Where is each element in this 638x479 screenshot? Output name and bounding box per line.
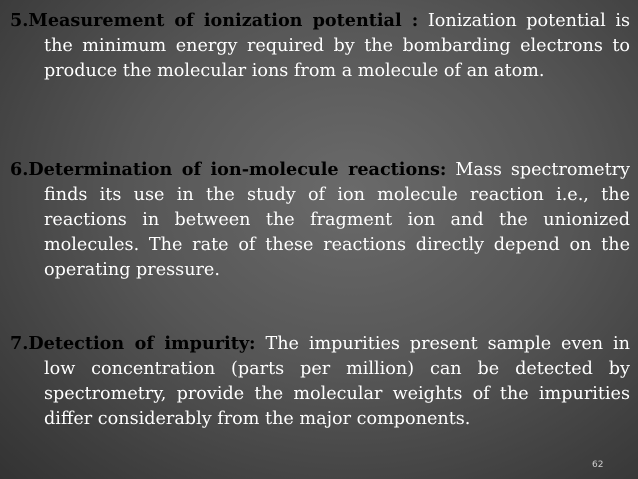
slide-number: 62 xyxy=(592,460,604,470)
paragraph-heading: 7.Detection of impurity: xyxy=(10,333,256,354)
paragraph-heading: 5.Measurement of ionization potential : xyxy=(10,10,419,31)
paragraph-detection-of-impurity xyxy=(10,331,630,432)
paragraph-body: Ionization potential is the minimum energy required by the bombarding electrons to produce the molecular ions from a molecule of an atom. xyxy=(44,11,631,81)
paragraph-ionization-potential xyxy=(10,8,630,84)
paragraph-ion-molecule-reactions xyxy=(10,157,630,283)
paragraph-body: Mass spectrometry finds its use in the study of ion molecule reaction i.e., the reactions in between the fragment ion and the unionized molecules. The rate of these reactions directly depend on the operating pressure. xyxy=(44,160,630,280)
paragraph-body: The impurities present sample even in low concentration (parts per million) can be detected by spectrometry, provide the molecular weights of the impurities differ considerably from the major components. xyxy=(44,334,630,429)
paragraph-heading: 6.Determination of ion-molecule reactions: xyxy=(10,159,447,180)
